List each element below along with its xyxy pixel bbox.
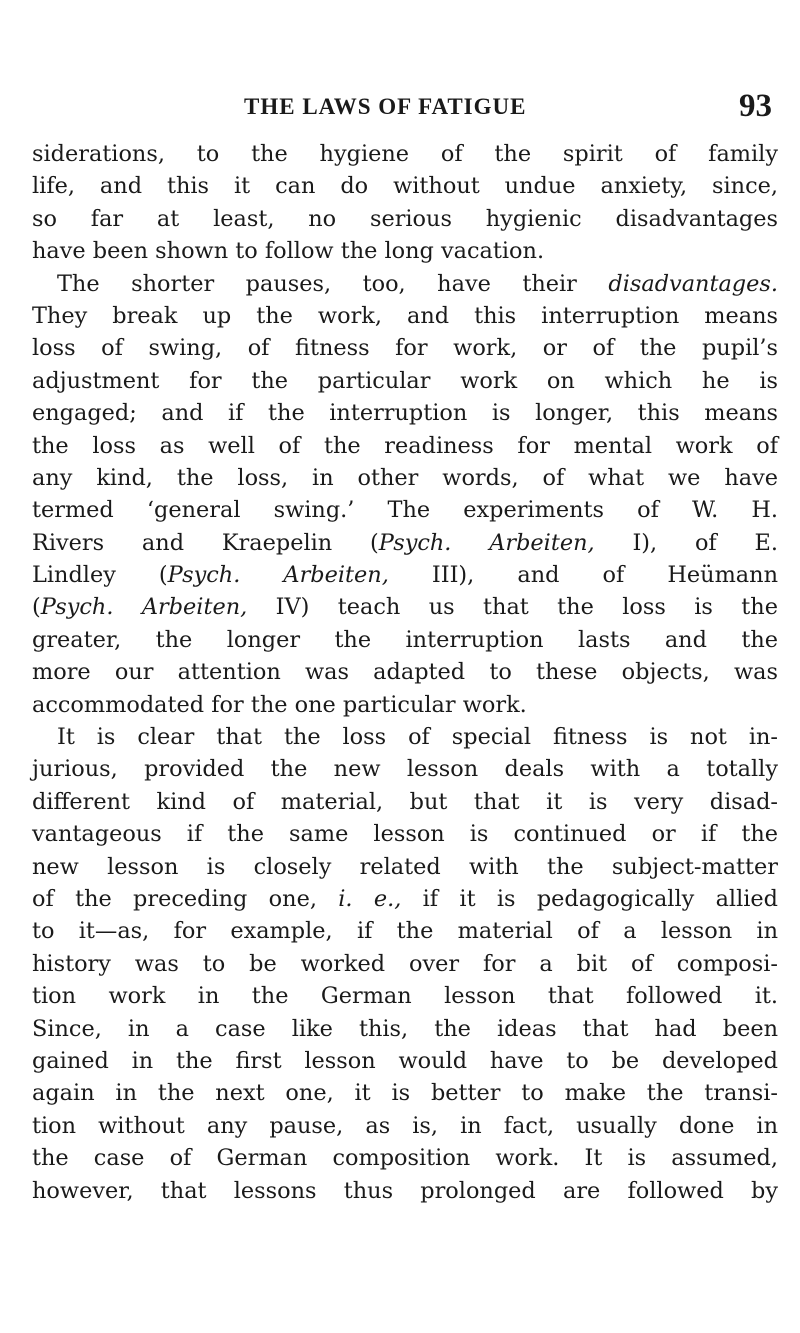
text-segment: engaged; and if the interruption is longer, this means: [32, 400, 778, 427]
text-line: [32, 624, 778, 656]
text-segment: new lesson is closely related with the subject-matter: [32, 853, 778, 880]
text-segment: They break up the work, and this interruption means: [32, 302, 778, 329]
text-segment: termed ‘general swing.’ The experiments of W. H.: [32, 497, 778, 524]
text-line: [32, 721, 778, 753]
body-text: [32, 138, 778, 1207]
text-line: [32, 948, 778, 980]
page-number: 93: [739, 88, 772, 124]
text-line: [32, 689, 778, 721]
text-segment: Lindley (: [32, 562, 168, 589]
text-segment: history was to be worked over for a bit of composi-: [32, 950, 778, 977]
text-segment: different kind of material, but that it is very disad-: [32, 788, 778, 815]
text-segment: however, that lessons thus prolonged are followed by: [32, 1177, 778, 1204]
text-segment: any kind, the loss, in other words, of what we have: [32, 464, 778, 491]
text-segment: if it is pedagogically allied: [401, 885, 778, 912]
text-segment: gained in the first lesson would have to be developed: [32, 1047, 778, 1074]
text-line: [32, 591, 778, 623]
text-line: [32, 462, 778, 494]
text-line: [32, 1045, 778, 1077]
text-line: [32, 527, 778, 559]
text-line: [32, 235, 778, 267]
text-segment: (: [32, 594, 41, 621]
text-segment: The shorter pauses, too, have their: [57, 270, 609, 297]
text-segment: Since, in a case like this, the ideas that had been: [32, 1015, 778, 1042]
italic-text: i. e.,: [338, 885, 402, 912]
italic-text: disadvantages.: [608, 270, 778, 297]
text-line: [32, 915, 778, 947]
text-line: [32, 1077, 778, 1109]
text-line: [32, 365, 778, 397]
text-segment: jurious, provided the new lesson deals with a totally: [32, 756, 778, 783]
text-segment: to it—as, for example, if the material of a lesson in: [32, 918, 778, 945]
text-line: [32, 203, 778, 235]
text-segment: tion without any pause, as is, in fact, usually done in: [32, 1112, 778, 1139]
text-line: [32, 397, 778, 429]
text-line: [32, 494, 778, 526]
text-segment: the loss as well of the readiness for mental work of: [32, 432, 778, 459]
text-segment: III), and of Heümann: [388, 562, 778, 589]
text-line: [32, 818, 778, 850]
text-line: [32, 170, 778, 202]
text-line: [32, 1175, 778, 1207]
text-segment: of the preceding one,: [32, 885, 339, 912]
text-line: [32, 851, 778, 883]
text-line: [32, 753, 778, 785]
text-segment: greater, the longer the interruption lasts and the: [32, 626, 778, 653]
italic-text: Psych. Arbeiten,: [378, 529, 595, 556]
text-segment: IV) teach us that the loss is the: [247, 594, 778, 621]
text-segment: I), of E.: [594, 529, 778, 556]
text-line: [32, 138, 778, 170]
text-segment: vantageous if the same lesson is continued or if the: [32, 821, 778, 848]
text-segment: life, and this it can do without undue anxiety, since,: [32, 173, 778, 200]
page-header: [0, 88, 800, 124]
text-line: [32, 786, 778, 818]
text-line: [32, 1110, 778, 1142]
text-line: [32, 430, 778, 462]
text-line: [32, 300, 778, 332]
text-segment: loss of swing, of fitness for work, or of the pupil’s: [32, 335, 778, 362]
text-line: [32, 559, 778, 591]
text-segment: siderations, to the hygiene of the spirit of family: [32, 141, 778, 167]
text-segment: tion work in the German lesson that followed it.: [32, 983, 778, 1010]
text-segment: have been shown to follow the long vacation.: [32, 238, 545, 265]
italic-text: Psych. Arbeiten,: [167, 562, 389, 589]
text-segment: more our attention was adapted to these objects, was: [32, 659, 778, 686]
text-line: [32, 1142, 778, 1174]
text-line: [32, 268, 778, 300]
text-line: [32, 332, 778, 364]
text-segment: It is clear that the loss of special fitness is not in-: [57, 724, 778, 751]
text-line: [32, 656, 778, 688]
text-line: [32, 1013, 778, 1045]
running-head: THE LAWS OF FATIGUE: [244, 94, 527, 119]
text-line: [32, 980, 778, 1012]
italic-text: Psych. Arbeiten,: [40, 594, 248, 621]
text-segment: so far at least, no serious hygienic disadvantages: [32, 205, 778, 232]
text-segment: adjustment for the particular work on which he is: [32, 367, 778, 394]
text-line: [32, 883, 778, 915]
text-segment: again in the next one, it is better to make the transi-: [32, 1080, 778, 1107]
text-segment: the case of German composition work. It is assumed,: [32, 1145, 778, 1172]
text-segment: Rivers and Kraepelin (: [32, 529, 379, 556]
text-segment: accommodated for the one particular work.: [32, 691, 527, 718]
